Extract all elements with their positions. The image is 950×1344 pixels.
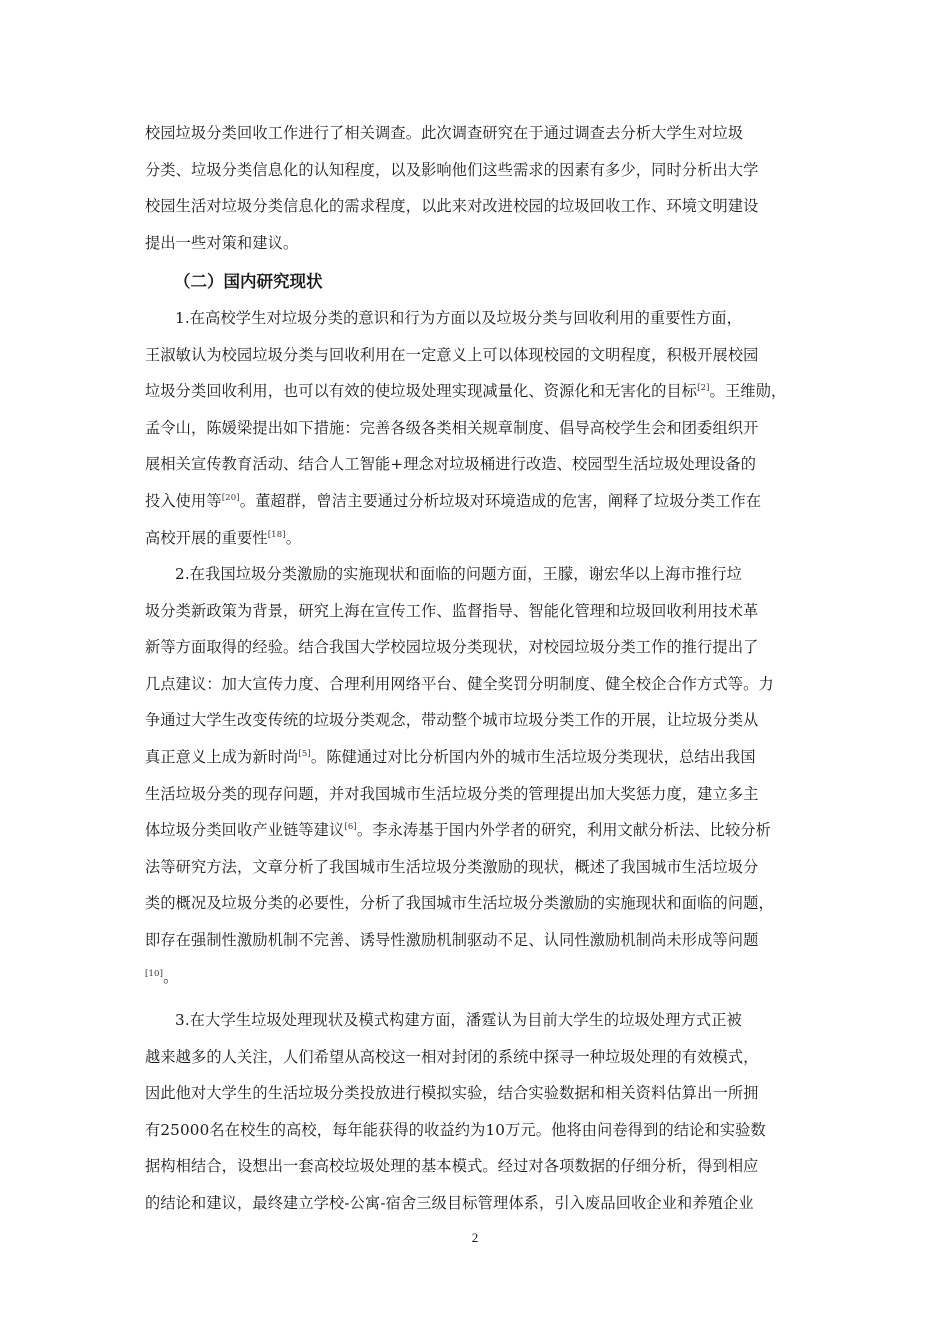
text-line: 有25000名在校生的高校，每年能获得的收益约为10万元。他将由问卷得到的结论和实验数	[145, 1120, 766, 1139]
text-line: 越来越多的人关注，人们希望从高校这一相对封闭的系统中探寻一种垃圾处理的有效模式，	[145, 1047, 759, 1066]
text-line: 3.在大学生垃圾处理现状及模式构建方面，潘霆认为目前大学生的垃圾处理方式正被	[175, 1011, 742, 1029]
text-line: 因此他对大学生的生活垃圾分类投放进行模拟实验，结合实验数据和相关资料估算出一所拥	[145, 1084, 759, 1103]
text-segment: 投入使用等	[145, 491, 222, 510]
citation: [18]	[267, 529, 286, 540]
text-line: 孟令山，陈媛梁提出如下措施：完善各级各类相关规章制度、倡导高校学生会和团委组织开	[145, 418, 759, 437]
text-line: 校园生活对垃圾分类信息化的需求程度，以此来对改进校园的垃圾回收工作、环境文明建设	[145, 197, 759, 216]
text-line	[145, 373, 813, 410]
text-line: 即存在强制性激励机制不完善、诱导性激励机制驱动不足、认同性激励机制尚未形成等问题	[145, 930, 759, 949]
text-segment: 。王维勋，	[709, 382, 787, 401]
text-line: 王淑敏认为校园垃圾分类与回收利用在一定意义上可以体现校园的文明程度，积极开展校园	[145, 345, 759, 364]
text-line: 新等方面取得的经验。结合我国大学校园垃圾分类现状，对校园垃圾分类工作的推行提出了	[145, 638, 759, 657]
text-line: 争通过大学生改变传统的垃圾分类观念，带动整个城市垃圾分类工作的开展，让垃圾分类从	[145, 711, 759, 730]
text-segment: 。	[285, 528, 302, 547]
text-segment: 真正意义上成为新时尚	[145, 747, 299, 766]
text-segment: 。陈健通过对比分析国内外的城市生活垃圾分类现状，总结出我国	[310, 747, 756, 766]
text-segment: 垃圾分类回收利用，也可以有效的使垃圾处理实现减量化、资源化和无害化的目标	[145, 382, 698, 401]
text-line: 据构相结合，设想出一套高校垃圾处理的基本模式。经过对各项数据的仔细分析，得到相应	[145, 1157, 759, 1176]
paragraph-2	[145, 556, 813, 995]
citation: [6]	[344, 822, 357, 833]
page-number: 2	[471, 1230, 479, 1245]
text-segment: 。	[163, 967, 179, 986]
text-line: 校园垃圾分类回收工作进行了相关调查。此次调查研究在于通过调查去分析大学生对垃圾	[145, 124, 744, 142]
text-line: 几点建议：加大宣传力度、合理利用网络平台、健全奖罚分明制度、健全校企合作方式等。力	[145, 674, 774, 693]
text-line: 分类、垃圾分类信息化的认知程度，以及影响他们这些需求的因素有多少，同时分析出大学	[145, 160, 759, 179]
intro-paragraph	[145, 115, 813, 261]
paragraph-1	[145, 300, 813, 556]
text-line	[145, 520, 813, 557]
text-line: 2.在我国垃圾分类激励的实施现状和面临的问题方面，王朦，谢宏华以上海市推行垃	[175, 565, 742, 583]
text-line: 生活垃圾分类的现存问题，并对我国城市生活垃圾分类的管理提出加大奖惩力度，建立多主	[145, 784, 759, 803]
text-segment: 高校开展的重要性	[145, 528, 268, 547]
text-line: 提出一些对策和建议。	[145, 233, 299, 252]
text-line	[145, 483, 813, 520]
text-line: 圾分类新政策为背景，研究上海在宣传工作、监督指导、智能化管理和垃圾回收利用技术革	[145, 601, 759, 620]
citation: [20]	[221, 492, 240, 503]
text-line: 法等研究方法，文章分析了我国城市生活垃圾分类激励的现状，概述了我国城市生活垃圾分	[145, 857, 759, 876]
text-line: 展相关宣传教育活动、结合人工智能+理念对垃圾桶进行改造、校园型生活垃圾处理设备的	[145, 455, 757, 474]
text-line: 的结论和建议，最终建立学校-公寓-宿舍三级目标管理体系，引入废品回收企业和养殖企业	[145, 1193, 754, 1212]
paragraph-3	[145, 1002, 813, 1222]
text-line: 1.在高校学生对垃圾分类的意识和行为方面以及垃圾分类与回收利用的重要性方面，	[175, 309, 742, 327]
text-line	[145, 739, 813, 776]
section-heading: （二）国内研究现状	[174, 272, 323, 291]
text-line	[145, 959, 813, 996]
text-line	[145, 812, 813, 849]
citation: [10]	[145, 968, 164, 979]
text-line: 类的概况及垃圾分类的必要性，分析了我国城市生活垃圾分类激励的实施现状和面临的问题，	[145, 894, 774, 913]
text-segment: 体垃圾分类回收产业链等建议	[145, 821, 345, 840]
citation: [5]	[298, 748, 311, 759]
text-segment: 。李永涛基于国内外学者的研究，利用文献分析法、比较分析	[356, 821, 772, 840]
text-segment: 。董超群，曾洁主要通过分析垃圾对环境造成的危害，阐释了垃圾分类工作在	[239, 491, 762, 510]
citation: [2]	[697, 383, 710, 394]
